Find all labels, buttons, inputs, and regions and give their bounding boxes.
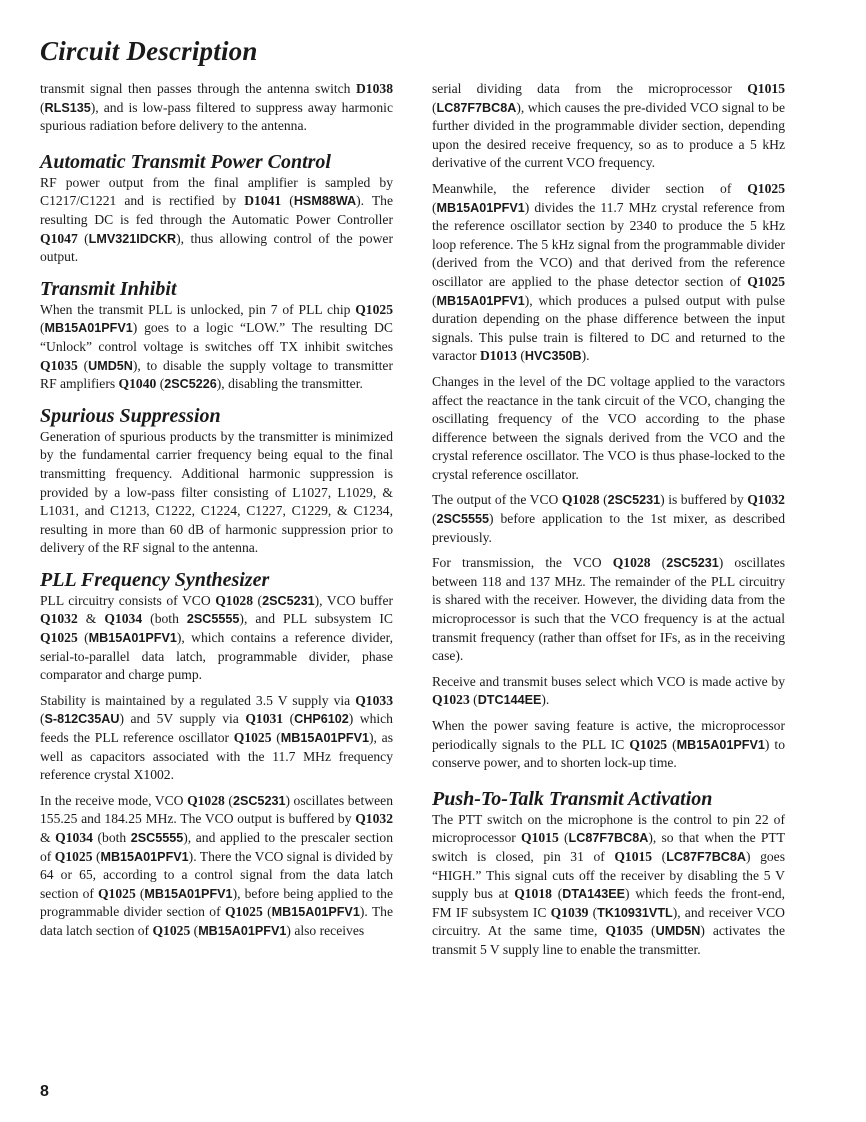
meanwhile-paragraph: Meanwhile, the reference divider section of Q1025 (MB15A01PFV1) divides the 11.7 MHz crystal reference from the reference oscillator section by 2340 to produce the 5 kHz loop reference. The 5 kHz signal from the programmable divider (derived from the VCO) and that derived from the reference oscillator are applied to the phase detector section of Q1025 (MB15A01PFV1), which produces a pulsed output with pulse duration depending on the phase difference between the input signals. This pulse train is filtered to DC and returned to the varactor D1013 (HVC350B). <box>432 180 785 364</box>
pll-paragraph-2: Stability is maintained by a regulated 3.5 V supply via Q1033 (S-812C35AU) and 5V supply via Q1031 (CHP6102) which feeds the PLL reference oscillator Q1025 (MB15A01PFV1), as well as capacitors associated with the 11.7 MHz frequency reference crystal X1002. <box>40 692 393 783</box>
page-title: Circuit Description <box>40 36 258 66</box>
pll-paragraph-1: PLL circuitry consists of VCO Q1028 (2SC5231), VCO buffer Q1032 & Q1034 (both 2SC5555), and PLL subsystem IC Q1025 (MB15A01PFV1), which contains a reference divider, serial-to-parallel data latch, programmable divider, phase comparator and charge pump. <box>40 592 394 683</box>
ptt-paragraph: The PTT switch on the microphone is the control to pin 22 of microprocessor Q1015 (LC87F7BC8A), so that when the PTT switch is closed, pin 31 of Q1015 (LC87F7BC8A) goes “HIGH.” This signal cuts off the receiver by disabling the 5 V supply bus at Q1018 (DTA143EE) which feeds the front-end, FM IF subsystem IC Q1039 (TK10931VTL), and receiver VCO circuitry. At the same time, Q1035 (UMD5N) activates the transmit 5 V supply line to enable the transmitter. <box>432 811 785 957</box>
section-heading-ptt: Push-To-Talk Transmit Activation <box>432 787 713 810</box>
output-paragraph: The output of the VCO Q1028 (2SC5231) is buffered by Q1032 (2SC5555) before application to the 1st mixer, as described previously. <box>432 492 785 545</box>
pll-paragraph-3: In the receive mode, VCO Q1028 (2SC5231) oscillates between 155.25 and 184.25 MHz. The VCO output is buffered by Q1032 & Q1034 (both 2SC5555), and applied to the prescaler section of Q1025 (MB15A01PFV1). There the VCO signal is divided by 64 or 65, according to a control signal from the data latch section of Q1025 (MB15A01PFV1), before being applied to the programmable divider section of Q1025 (MB15A01PFV1). The data latch section of Q1025 (MB15A01PFV1) also receives <box>40 792 393 938</box>
section-heading-spurious-suppression: Spurious Suppression <box>40 404 221 427</box>
inhibit-paragraph: When the transmit PLL is unlocked, pin 7 of PLL chip Q1025 (MB15A01PFV1) goes to a logic “LOW.” The resulting DC “Unlock” control voltage is switches off TX inhibit switches Q1035 (UMD5N), to disable the supply voltage to transmitter RF amplifiers Q1040 (2SC5226), disabling the transmitter. <box>40 301 393 392</box>
section-heading-pll: PLL Frequency Synthesizer <box>40 568 270 591</box>
continuation-paragraph: serial dividing data from the microprocessor Q1015 (LC87F7BC8A), which causes the pre-divided VCO signal to be further divided in the programmable divider section, depending upon the desired receive frequency, so as to produce a 5 kHz derivative of the current VCO frequency. <box>432 81 785 171</box>
changes-paragraph: Changes in the level of the DC voltage applied to the varactors affect the reactance in the tank circuit of the VCO, changing the oscillating frequency of the VCO according to the phase difference between the signals derived from the VCO and the crystal reference oscillator. The VCO is thus phase-locked to the crystal reference oscillator. <box>432 373 785 482</box>
atpc-paragraph: RF power output from the final amplifier is sampled by C1217/C1221 and is rectified by D1041 (HSM88WA). The resulting DC is fed through the Automatic Power Controller Q1047 (LMV321IDCKR), thus allowing control of the power output. <box>40 174 393 265</box>
transmission-paragraph: For transmission, the VCO Q1028 (2SC5231) oscillates between 118 and 137 MHz. The remainder of the PLL circuitry is shared with the receiver. However, the dividing data from the microprocessor is such that the VCO frequency is at the actual transmit frequency (rather than offset for IFs, as in the receiving case). <box>432 555 785 664</box>
intro-paragraph: transmit signal then passes through the antenna switch D1038 (RLS135), and is low-pass filtered to suppress away harmonic spurious radiation before delivery to the antenna. <box>40 81 393 134</box>
section-heading-transmit-inhibit: Transmit Inhibit <box>40 277 177 300</box>
right-column <box>432 80 785 967</box>
powersave-paragraph: When the power saving feature is active, the microprocessor periodically signals to the PLL IC Q1025 (MB15A01PFV1) to conserve power, and to shorten lock-up time. <box>432 718 785 771</box>
spurious-paragraph: Generation of spurious products by the transmitter is minimized by the fundamental carrier frequency being equal to the final transmitting frequency. Additional harmonic suppression is provided by a low-pass filter consisting of L1027, L1029, & L1031, and C1213, C1222, C1224, C1227, C1229, & C1234, resulting in more than 60 dB of harmonic suppression prior to delivery of the RF signal to the antenna. <box>40 428 393 556</box>
buses-paragraph: Receive and transmit buses select which VCO is made active by Q1023 (DTC144EE). <box>432 673 785 708</box>
section-heading-atpc: Automatic Transmit Power Control <box>40 150 331 173</box>
left-column <box>40 80 393 948</box>
page-number: 8 <box>40 1083 49 1100</box>
